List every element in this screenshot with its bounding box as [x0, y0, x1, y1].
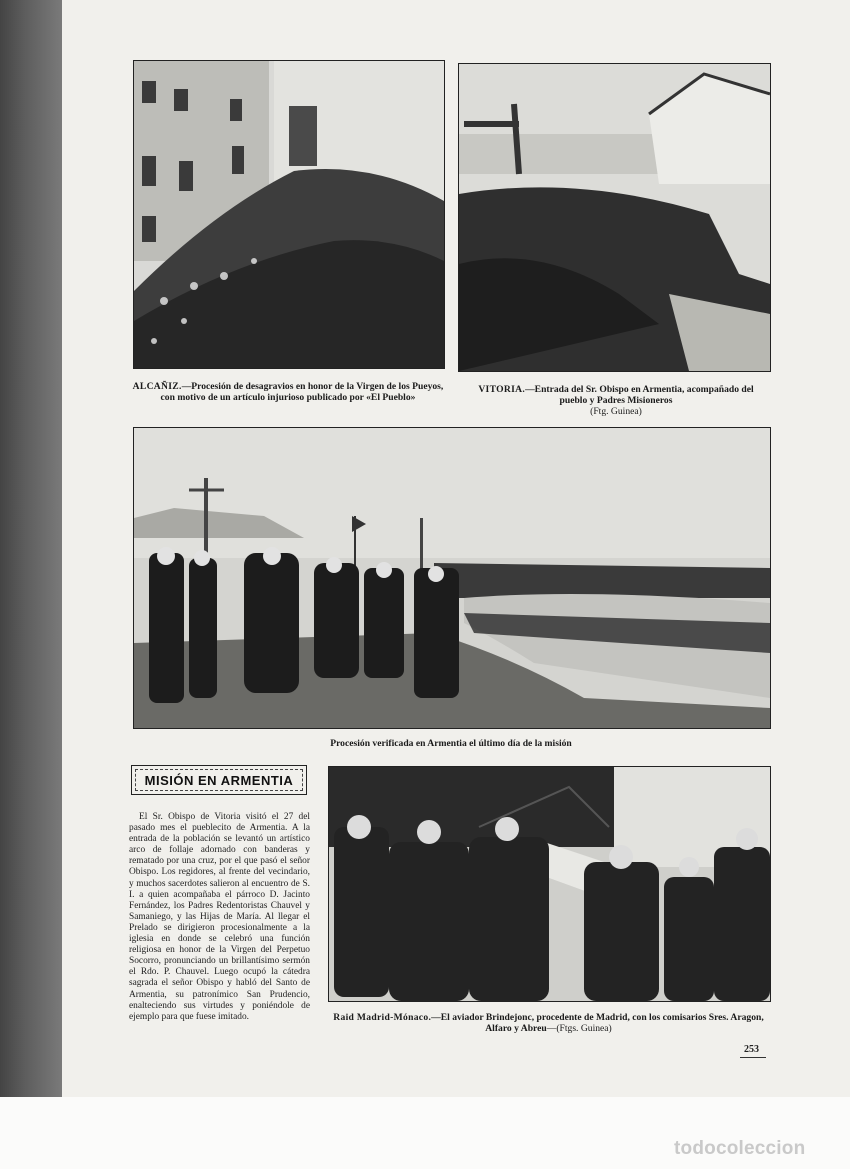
article-headline-box: [131, 765, 307, 795]
caption-vitoria-lead: VITORIA.: [478, 384, 526, 395]
photo-armentia-procession: [133, 427, 771, 729]
page-edge-shadow: [0, 0, 62, 1097]
article-body: El Sr. Obispo de Vitoria visitó el 27 del pasado mes el pueblecito de Armentia. A la entrada de la población se levantó un artístico arco de follaje adornado con banderas y rematado por una cruz, por el que pasó el señor Obispo. Los regidores, al frente del vecindario, y muchos sacerdotes salieron al encuentro de S. I. a quien acompañaba el párroco D. Jacinto Fernández, los Padres Redentoristas Chauvel y Samaniego, y las Hijas de María. Al llegar el Prelado se dirigieron procesionalmente a la iglesia en donde se celebró una función religiosa en honor de la Virgen del Perpetuo Socorro, pronunciando un brillantísimo sermón el Rdo. P. Chauvel. Luego ocupó la cátedra sagrada el señor Obispo y habló del Santo de Armentia, su patronímico San Prudencio, enalteciendo sus virtudes y poniéndole de ejemplo para que fuese imitado.: [129, 812, 310, 1022]
caption-raid: [328, 1012, 769, 1034]
caption-raid-text: —El aviador Brindejonc, procedente de Madrid, con los comisarios Sres. Aragon, Alfaro y Abreu: [431, 1012, 764, 1034]
photo-vitoria-illustration: [459, 64, 770, 371]
photo-vitoria-bishop-entrance: [458, 63, 771, 372]
article-headline: MISIÓN EN ARMENTIA: [144, 772, 294, 788]
caption-procesion-text: Procesión verificada en Armentia el último día de la misión: [330, 738, 572, 749]
caption-procesion: [133, 738, 769, 749]
photo-raid-illustration: [329, 767, 770, 1001]
photo-raid-madrid-monaco: [328, 766, 771, 1002]
caption-vitoria-text: —Entrada del Sr. Obispo en Armentia, acompañado del pueblo y Padres Misioneros: [525, 384, 754, 406]
caption-raid-credit: —(Ftgs. Guinea): [546, 1023, 612, 1034]
caption-alcaniz-lead: ALCAÑIZ.: [132, 381, 182, 392]
page-number-rule: [740, 1057, 766, 1058]
caption-alcaniz: [130, 381, 446, 403]
caption-vitoria: [474, 384, 758, 417]
photo-alcaniz-procession: [133, 60, 445, 369]
caption-raid-lead: Raid Madrid-Mónaco.: [333, 1012, 432, 1023]
photo-procession-illustration: [134, 428, 770, 728]
photo-alcaniz-illustration: [134, 61, 444, 368]
page-number: 253: [744, 1044, 759, 1055]
caption-alcaniz-text: —Procesión de desagravios en honor de la Virgen de los Pueyos, con motivo de un artículo injurioso publicado por «El Pueblo»: [160, 381, 444, 403]
watermark: todocoleccion: [674, 1138, 806, 1159]
caption-vitoria-credit: (Ftg. Guinea): [590, 406, 642, 417]
